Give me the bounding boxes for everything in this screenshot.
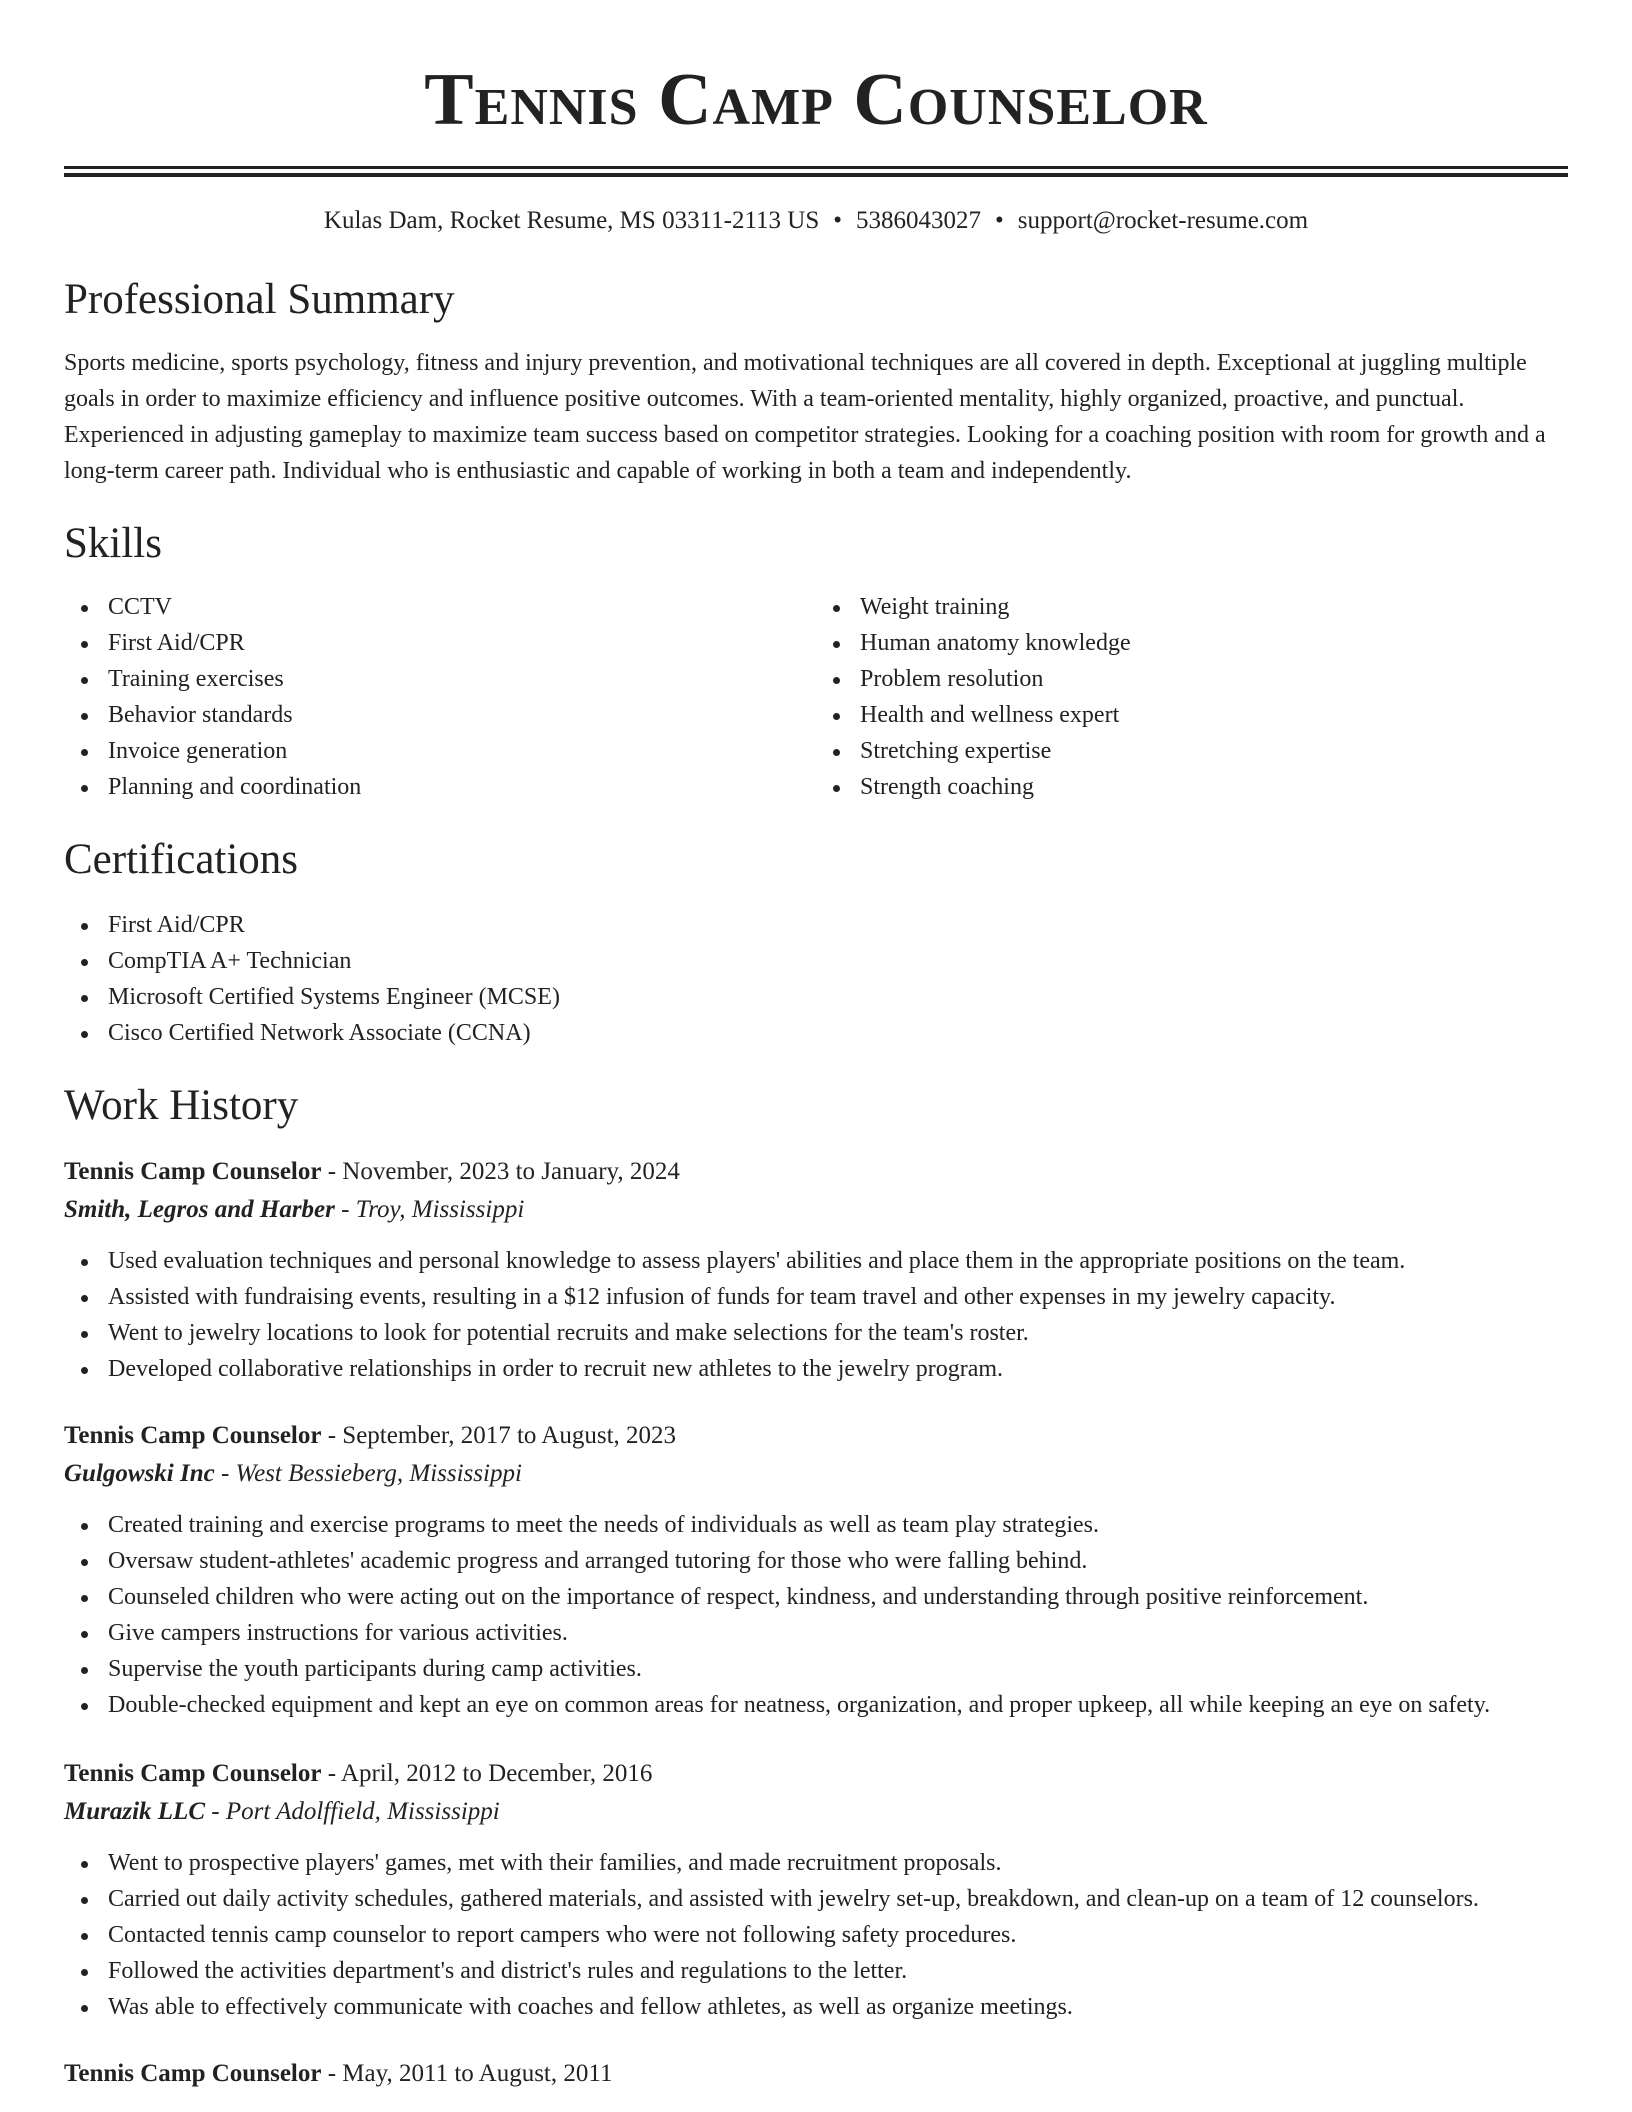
resume-name: Tennis Camp Counselor — [424, 59, 1208, 141]
job-title-line — [64, 2055, 1568, 2093]
job-bullet: Used evaluation techniques and personal knowledge to assess players' abilities and place them in the appropriate positions on the team. — [108, 1243, 1568, 1279]
skills-heading: Skills — [64, 520, 162, 567]
header-double-rule — [64, 166, 1568, 177]
contact-separator: • — [995, 207, 1004, 234]
job-bullet: Supervise the youth participants during camp activities. — [108, 1651, 1568, 1687]
certification-item: CompTIA A+ Technician — [108, 943, 1568, 979]
job-bullet: Contacted tennis camp counselor to report campers who were not following safety procedures. — [108, 1917, 1568, 1953]
skills-column-right — [816, 589, 1568, 805]
contact-line — [64, 205, 1568, 237]
job-bullet: Oversaw student-athletes' academic progress and arranged tutoring for those who were falling behind. — [108, 1543, 1568, 1579]
skill-item: Strength coaching — [860, 769, 1568, 805]
job-company: Gulgowski Inc — [64, 1460, 215, 1487]
job-role: Tennis Camp Counselor — [64, 1158, 322, 1185]
job-entry — [64, 1755, 1568, 2025]
job-entry — [64, 1417, 1568, 1723]
skills-column-left — [64, 589, 816, 805]
contact-email: support@rocket-resume.com — [1017, 207, 1309, 234]
skill-item: Problem resolution — [860, 661, 1568, 697]
certification-item: Cisco Certified Network Associate (CCNA) — [108, 1015, 1568, 1051]
job-dates: - April, 2012 to December, 2016 — [321, 1760, 653, 1787]
skill-item: Planning and coordination — [108, 769, 816, 805]
certification-item: First Aid/CPR — [108, 907, 1568, 943]
contact-separator: • — [833, 207, 843, 234]
summary-text: Sports medicine, sports psychology, fitness and injury prevention, and motivational techniques are all covered in depth. Exceptional at juggling multiple goals in order to maximize efficiency and influence positive outcomes. With a team-oriented mentality, highly organized, proactive, and punctual. Experienced in adjusting gameplay to maximize team success based on competitor strategies. Looking for a coaching position with room for growth and a long-term career path. Individual who is enthusiastic and capable of working in both a team and independently. — [64, 350, 1546, 484]
job-bullets — [64, 1243, 1568, 1387]
job-role: Tennis Camp Counselor — [64, 1760, 322, 1787]
job-title-line — [64, 1755, 1568, 1793]
job-dates: - September, 2017 to August, 2023 — [321, 1422, 677, 1449]
job-bullet: Counseled children who were acting out on the importance of respect, kindness, and understanding through positive reinforcement. — [108, 1579, 1568, 1615]
skill-item: CCTV — [108, 589, 816, 625]
job-company-line — [64, 1793, 1568, 1831]
job-bullet: Went to jewelry locations to look for potential recruits and make selections for the team's roster. — [108, 1315, 1568, 1351]
job-location: - Port Adolffield, Mississippi — [205, 1798, 500, 1825]
skill-item: Health and wellness expert — [860, 697, 1568, 733]
job-entry — [64, 2055, 1568, 2093]
skill-item: Invoice generation — [108, 733, 816, 769]
certifications-heading: Certifications — [64, 836, 299, 883]
certification-item: Microsoft Certified Systems Engineer (MCSE) — [108, 979, 1568, 1015]
certifications-list — [64, 907, 1568, 1051]
job-bullet: Double-checked equipment and kept an eye on common areas for neatness, organization, and proper upkeep, all while keeping an eye on safety. — [108, 1687, 1568, 1723]
skills-list — [64, 589, 1568, 805]
job-company: Smith, Legros and Harber — [64, 1196, 335, 1223]
job-company-line — [64, 1191, 1568, 1229]
job-company-line — [64, 1455, 1568, 1493]
job-bullet: Was able to effectively communicate with coaches and fellow athletes, as well as organize meetings. — [108, 1989, 1568, 2025]
job-company: Murazik LLC — [64, 1798, 206, 1825]
job-bullet: Carried out daily activity schedules, gathered materials, and assisted with jewelry set-up, breakdown, and clean-up on a team of 12 counselors. — [108, 1881, 1568, 1917]
job-role: Tennis Camp Counselor — [64, 1422, 322, 1449]
skill-item: Weight training — [860, 589, 1568, 625]
job-location: - West Bessieberg, Mississippi — [214, 1460, 522, 1487]
job-bullets — [64, 1507, 1568, 1723]
skill-item: First Aid/CPR — [108, 625, 816, 661]
work-history-heading: Work History — [64, 1082, 299, 1129]
job-bullet: Created training and exercise programs to meet the needs of individuals as well as team play strategies. — [108, 1507, 1568, 1543]
job-bullet: Followed the activities department's and district's rules and regulations to the letter. — [108, 1953, 1568, 1989]
job-dates: - May, 2011 to August, 2011 — [321, 2060, 613, 2087]
job-title-line — [64, 1153, 1568, 1191]
job-bullets — [64, 1845, 1568, 2025]
skill-item: Human anatomy knowledge — [860, 625, 1568, 661]
job-title-line — [64, 1417, 1568, 1455]
skill-item: Training exercises — [108, 661, 816, 697]
contact-address: Kulas Dam, Rocket Resume, MS 03311-2113 US — [323, 207, 820, 234]
skill-item: Behavior standards — [108, 697, 816, 733]
skill-item: Stretching expertise — [860, 733, 1568, 769]
job-bullet: Went to prospective players' games, met with their families, and made recruitment proposals. — [108, 1845, 1568, 1881]
job-bullet: Developed collaborative relationships in order to recruit new athletes to the jewelry program. — [108, 1351, 1568, 1387]
job-entry — [64, 1153, 1568, 1387]
job-role: Tennis Camp Counselor — [64, 2060, 322, 2087]
job-location: - Troy, Mississippi — [334, 1196, 525, 1223]
job-dates: - November, 2023 to January, 2024 — [321, 1158, 680, 1185]
summary-heading: Professional Summary — [64, 276, 455, 323]
job-bullet: Assisted with fundraising events, resulting in a $12 infusion of funds for team travel and other expenses in my jewelry capacity. — [108, 1279, 1568, 1315]
contact-phone: 5386043027 — [856, 207, 982, 234]
job-bullet: Give campers instructions for various activities. — [108, 1615, 1568, 1651]
